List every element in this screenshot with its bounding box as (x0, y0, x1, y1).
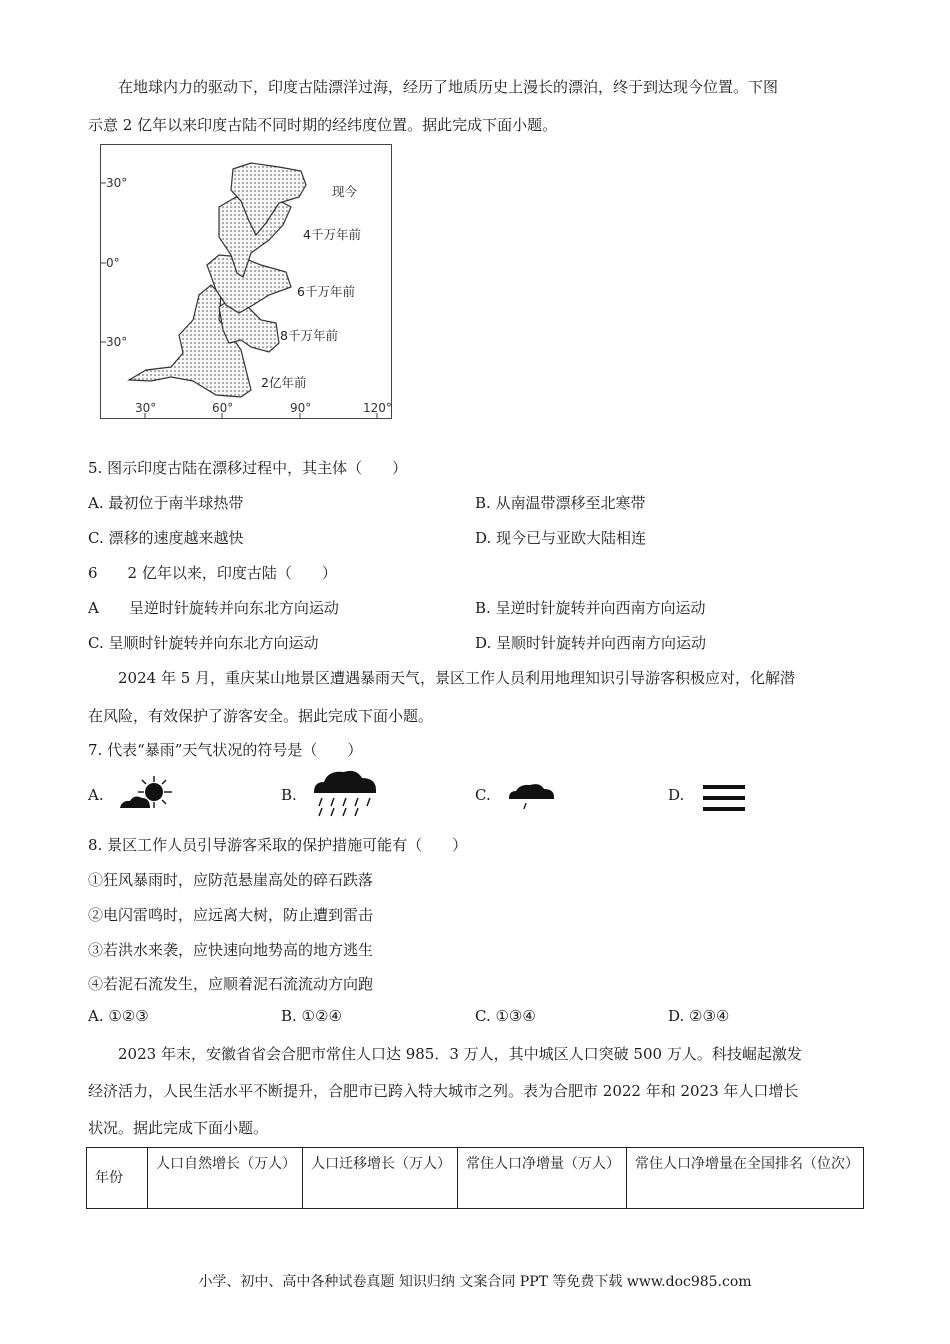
fog-icon (703, 783, 747, 815)
q8-item-3: ③若洪水来袭，应快速向地势高的地方逃生 (88, 941, 374, 959)
intro3-line3: 状况。据此完成下面小题。 (88, 1119, 269, 1137)
lat-label-30s: 30° (106, 335, 128, 349)
period-label-200ma: 2亿年前 (261, 375, 307, 390)
period-label-60ma: 6千万年前 (297, 284, 355, 299)
q5-stem: 5. 图示印度古陆在漂移过程中，其主体（ ） (88, 459, 408, 477)
intro3-line2: 经济活力，人民生活水平不断提升，合肥市已跨入特大城市之列。表为合肥市 2022 年和 2023 年人口增长 (88, 1082, 799, 1100)
q5-option-a: A. 最初位于南半球热带 (88, 494, 244, 512)
table-header-migration-growth: 人口迁移增长（万人） (303, 1148, 458, 1209)
intro1-line1: 在地球内力的驱动下，印度古陆漂洋过海，经历了地质历史上漫长的漂泊，终于到达现今位置。下图 (118, 78, 779, 96)
population-table (86, 1147, 864, 1209)
q7-stem: 7. 代表“暴雨”天气状况的符号是（ ） (88, 741, 363, 759)
q8-item-2: ②电闪雷鸣时，应远离大树，防止遭到雷击 (88, 906, 374, 924)
intro2-line1: 2024 年 5 月，重庆某山地景区遭遇暴雨天气，景区工作人员利用地理知识引导游客积极应对，化解潜 (118, 669, 796, 687)
q6-option-a: A 呈逆时针旋转并向东北方向运动 (88, 599, 339, 617)
table-header-national-rank: 常住人口净增量在全国排名（位次） (627, 1148, 864, 1209)
q6-option-c: C. 呈顺时针旋转并向东北方向运动 (88, 634, 319, 652)
q8-option-d: D. ②③④ (668, 1007, 730, 1025)
cloudy-sunny-icon (118, 772, 178, 812)
page-footer: 小学、初中、高中各种试卷真题 知识归纳 文案合同 PPT 等免费下载 www.doc985.com (198, 1274, 752, 1290)
lon-label-30: 30° (135, 401, 157, 415)
q8-option-b: B. ①②④ (281, 1007, 342, 1025)
q8-option-a: A. ①②③ (88, 1007, 149, 1025)
q6-option-b: B. 呈逆时针旋转并向西南方向运动 (475, 599, 706, 617)
table-header-natural-growth: 人口自然增长（万人） (148, 1148, 303, 1209)
period-label-80ma: 8千万年前 (280, 328, 338, 343)
period-label-present: 现今 (332, 184, 358, 199)
india-drift-map (100, 144, 392, 419)
q5-option-c: C. 漂移的速度越来越快 (88, 529, 244, 547)
q6-stem: 6 2 亿年以来，印度古陆（ ） (88, 564, 337, 582)
table-header-row (87, 1148, 864, 1209)
q8-option-c: C. ①③④ (475, 1007, 536, 1025)
period-label-40ma: 4千万年前 (303, 227, 361, 242)
q8-item-4: ④若泥石流发生，应顺着泥石流流动方向跑 (88, 975, 374, 993)
q5-option-d: D. 现今已与亚欧大陆相连 (475, 529, 647, 547)
table-header-year: 年份 (87, 1148, 148, 1209)
lat-label-0: 0° (106, 256, 120, 270)
q7-option-d: D. (668, 786, 685, 804)
lat-label-30n: 30° (106, 176, 128, 190)
lon-label-60: 60° (212, 401, 234, 415)
q7-option-c: C. (475, 786, 491, 804)
q5-option-b: B. 从南温带漂移至北寒带 (475, 494, 646, 512)
intro1-line2: 示意 2 亿年以来印度古陆不同时期的经纬度位置。据此完成下面小题。 (88, 116, 558, 134)
intro2-line2: 在风险，有效保护了游客安全。据此完成下面小题。 (88, 707, 434, 725)
lon-label-90: 90° (290, 401, 312, 415)
rainstorm-icon (312, 768, 380, 818)
q7-option-b: B. (281, 786, 297, 804)
light-rain-icon (508, 782, 556, 812)
intro3-line1: 2023 年末，安徽省省会合肥市常住人口达 985．3 万人，其中城区人口突破 500 万人。科技崛起激发 (118, 1045, 802, 1063)
q8-item-1: ①狂风暴雨时，应防范悬崖高处的碎石跌落 (88, 871, 374, 889)
q6-option-d: D. 呈顺时针旋转并向西南方向运动 (475, 634, 707, 652)
q8-stem: 8. 景区工作人员引导游客采取的保护措施可能有（ ） (88, 836, 468, 854)
table-header-net-increase: 常住人口净增量（万人） (458, 1148, 627, 1209)
q7-option-a: A. (88, 786, 104, 804)
lon-label-120: 120° (363, 401, 392, 415)
